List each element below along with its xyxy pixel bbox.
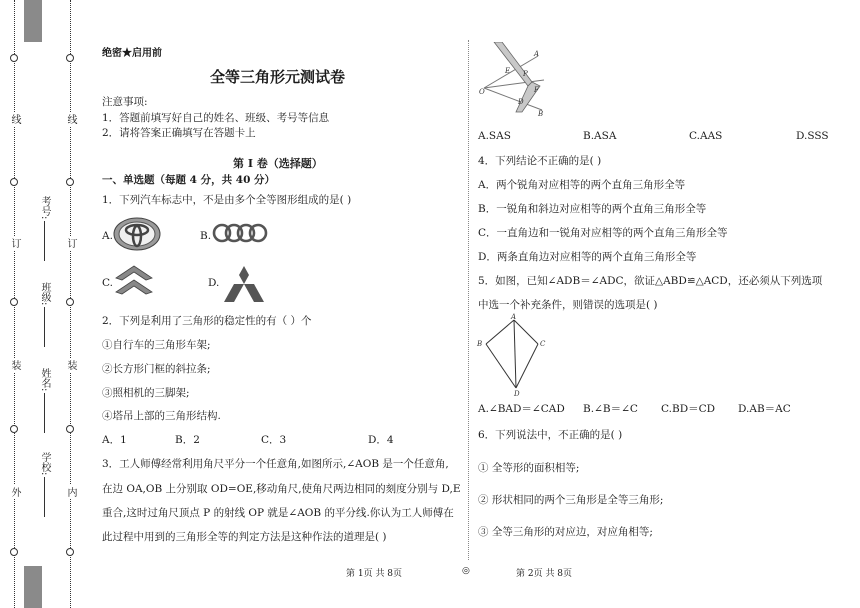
circle-mark [66,54,74,62]
toyota-logo-icon [112,216,162,252]
mitsubishi-logo-icon [222,264,266,304]
q6-item: ③ 全等三角形的对应边，对应角相等; [478,526,653,538]
name-field[interactable] [37,368,52,433]
circle-mark [10,548,18,556]
notice-item: 2．请将答案正确填写在答题卡上 [102,127,256,139]
binding-outer-word: 线 [9,114,20,124]
binding-inner-word: 装 [65,360,76,370]
q5-fig-label: D [514,390,520,396]
q3-line: 在边 OA,OB 上分别取 OD=OE,移动角尺,使角尺两边相同的刻度分别与 D,E [102,483,461,495]
q6-item: ② 形状相同的两个三角形是全等三角形; [478,494,664,506]
class-label: 班级: [39,282,50,306]
q3-fig-label: E [505,67,511,75]
q3-option: A.SAS [478,130,511,142]
q2-option: A．1 [102,434,127,446]
q1-option-label: C. [102,277,113,289]
notice-title: 注意事项: [102,96,148,108]
binding-inner-word: 内 [65,487,76,497]
section-heading: 一、单选题（每题 4 分，共 40 分） [102,174,276,186]
page-title: 全等三角形元测试卷 [210,68,346,86]
circle-mark [10,298,18,306]
q5-kite-figure [476,312,556,396]
q4-option: B．一锐角和斜边对应相等的两个直角三角形全等 [478,203,707,215]
circle-mark [10,178,18,186]
circle-mark [66,425,74,433]
q2-item: ②长方形门框的斜拉条; [102,363,211,375]
q3-fig-label: D [518,98,524,106]
q3-fig-label: F [534,86,539,94]
binding-outer-word: 订 [9,238,20,248]
circle-mark [66,548,74,556]
binding-inner-word: 订 [65,238,76,248]
q3-fig-label: A [534,50,540,58]
circle-mark [66,298,74,306]
q2-option: C．3 [261,434,287,446]
q5-fig-label: A [511,313,517,321]
q2-item: ③照相机的三脚架; [102,387,190,399]
q2-stem: 2．下列是利用了三角形的稳定性的有（ ）个 [102,315,312,327]
q3-line: 3．工人师傅经常利用角尺平分一个任意角,如图所示,∠AOB 是一个任意角, [102,458,449,470]
q4-option: D．两条直角边对应相等的两个直角三角形全等 [478,251,697,263]
audi-logo-icon [212,222,268,244]
gray-band-bottom [24,566,42,608]
secret-label: 绝密★启用前 [102,48,162,59]
school-label: 学校: [39,452,50,476]
q1-option-label: D. [208,277,220,289]
binding-outer-word: 外 [9,487,20,497]
q5-line: 中选一个补充条件，则错误的选项是( ) [478,299,658,311]
notice-item: 1．答题前填写好自己的姓名、班级、考号等信息 [102,112,330,124]
q2-option: D．4 [368,434,394,446]
q4-option: C．一直角边和一锐角对应相等的两个直角三角形全等 [478,227,728,239]
q5-option: A.∠BAD＝∠CAD [478,403,565,415]
name-label: 姓名: [39,368,50,392]
q3-fig-label: O [479,88,485,96]
exam-no-field[interactable] [37,196,52,261]
q3-option: B.ASA [583,130,617,142]
q3-option: C.AAS [689,130,723,142]
gray-band-top [24,0,42,42]
volume-heading: 第 I 卷（选择题） [233,157,323,170]
q2-item: ①自行车的三角形车架; [102,339,211,351]
q3-angle-figure [478,42,558,118]
q5-fig-label: C [540,340,546,348]
q5-option: B.∠B＝∠C [583,403,638,415]
q5-option: C.BD＝CD [661,403,716,415]
q3-fig-label: B [538,110,544,118]
binding-inner-word: 线 [65,114,76,124]
column-separator [468,40,469,560]
exam-no-label: 考号: [39,196,50,220]
q5-fig-label: B [477,340,483,348]
q6-stem: 6．下列说法中，不正确的是( ) [478,429,623,441]
citroen-logo-icon [112,262,156,302]
q6-item: ① 全等形的面积相等; [478,462,580,474]
q2-option: B．2 [175,434,200,446]
q4-stem: 4．下列结论不正确的是( ) [478,155,602,167]
school-field[interactable] [37,452,52,517]
circle-mark [10,54,18,62]
q4-option: A．两个锐角对应相等的两个直角三角形全等 [478,179,686,191]
q3-line: 此过程中用到的三角形全等的判定方法是这种作法的道理是( ) [102,531,387,543]
circle-mark [66,178,74,186]
q2-item: ④塔吊上部的三角形结构. [102,410,221,422]
q5-line: 5．如图，已知∠ADB＝∠ADC，欲证△ABD≌△ACD，还必须从下列选项 [478,275,823,287]
q1-stem: 1．下列汽车标志中，不是由多个全等图形组成的是( ) [102,194,352,206]
page-number-right: 第 2页 共 8页 [516,569,573,579]
page-separator-icon: ◎ [462,566,470,576]
page-number-left: 第 1页 共 8页 [346,569,403,579]
q5-option: D.AB＝AC [738,403,791,415]
class-field[interactable] [37,282,52,347]
q3-fig-label: P [523,70,528,78]
binding-outer-word: 装 [9,360,20,370]
q3-option: D.SSS [796,130,829,142]
q1-option-label: A. [102,230,113,242]
q3-line: 重合,这时过角尺顶点 P 的射线 OP 就是∠AOB 的平分线.你认为工人师傅在 [102,507,454,519]
binding-margin [0,0,82,608]
q1-option-label: B. [200,230,212,242]
circle-mark [10,425,18,433]
